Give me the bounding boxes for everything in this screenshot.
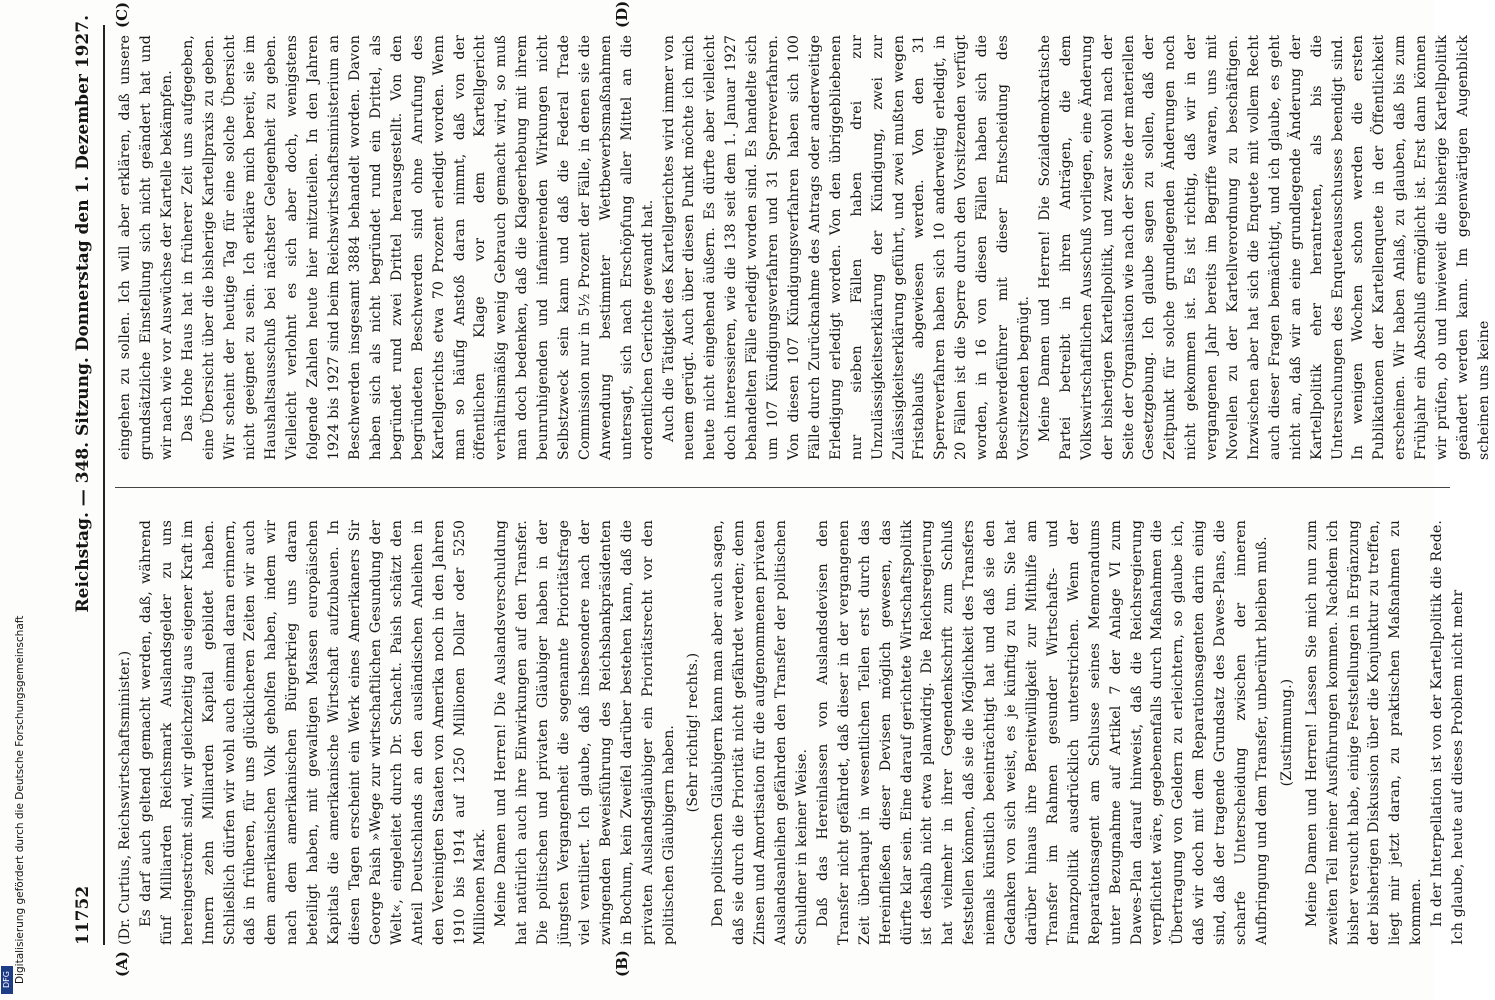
paragraph: Meine Damen und Herren! Lassen Sie mich nun zum zweiten Teil meiner Ausführungen kommen. Nachdem ich bisher versucht habe, einige Feststellungen in Ergänzung der bisherigen Diskussion über die Konjunktur zu treffen, liegt mir jetzt daran, zu praktischen Maßnahmen zu kommen.: [1303, 520, 1425, 945]
column-divider: [115, 487, 1450, 488]
page-header: [73, 15, 101, 945]
paragraph: Auch die Tätigkeit des Kartellgerichtes wird immer von neuem gerügt. Auch über diesen Punkt möchte ich mich heute nicht eingehend äußern. Es dürfte aber vielleicht doch interessieren, wie die 138 seit dem 1. Januar 1927 behandelten Fälle erledigt worden sind. Es handelte sich um 107 Kündigungsverfahren und 31 Sperreverfahren. Von diesen 107 Kündigungsverfahren haben sich 100 Fälle durch Zurücknahme des Antrags oder anderweitige Erledigung erledigt worden. Von den übriggebliebenen nur sieben Fällen haben drei zur Unzulässigkeitserklärung der Kündigung, zwei zur Zulässigkeitserklärung geführt, und zwei mußten wegen Fristablaufs abgewiesen werden. Von den 31 Sperreverfahren haben sich 10 anderweitig erledigt, in 20 Fällen ist die Sperre durch den Vorsitzenden verfügt worden, in 16 von diesen Fällen haben sich die Beschwerdeführer mit dieser Entscheidung des Vorsitzenden begnügt.: [660, 35, 1032, 460]
right-column: [115, 35, 1495, 460]
interjection: (Zustimmung.): [1278, 678, 1295, 787]
paragraph: Es darf auch geltend gemacht werden, daß, während fünf Milliarden Reichsmark Auslandsgelder zu uns hereingeströmt sind, wir gleichzeitig aus eigener Kraft im Innern zehn Milliarden Kapital gebildet haben. Schließlich dürfen wir wohl auch einmal daran erinnern, daß in früheren, für uns glücklicheren Zeiten wir auch dem amerikanischen Volk geholfen haben, indem wir nach dem amerikanischen Bürgerkrieg uns daran beteiligt haben, mit gewaltigen Massen europäischen Kapitals die amerikanische Wirtschaft aufzubauen. In diesen Tagen erscheint ein Werk eines Amerikaners Sir George Paish »Wege zur wirtschaftlichen Gesundung der Welt«, eingeleitet durch Dr. Schacht. Paish schätzt den Anteil Deutschlands an den ausländischen Anleihen in den Vereinigten Staaten von Amerika noch in den Jahren 1910 bis 1914 auf 1250 Millionen Dollar oder 5250 Millionen Mark.: [137, 520, 489, 945]
paragraph: Meine Damen und Herren! Die Sozialdemokratische Partei betreibt in ihren Anträgen, die dem Volkswirtschaftlichen Ausschuß vorliegen, eine Änderung der bisherigen Kartellpolitik, und zwar sowohl nach der Seite der Organisation wie nach der Seite der materiellen Gesetzgebung. Ich glaube sagen zu sollen, daß der Zeitpunkt für solche grundlegenden Änderungen noch nicht gekommen ist. Es ist richtig, daß wir in der vergangenen Jahr bereits im Begriffe waren, uns mit Novellen zu der Kartellverordnung zu beschäftigen. Inzwischen aber hat sich die Enquete mit vollem Recht auch dieser Fragen bemächtigt, und ich glaube, es geht nicht an, daß wir an eine grundlegende Änderung der Kartellpolitik eher herantreten, als bis die Untersuchungen des Enqueteausschusses beendigt sind. In wenigen Wochen schon werden die ersten Publikationen der Kartellenquete in der Öffentlichkeit erscheinen. Wir haben Anlaß, zu glauben, daß bis zum Frühjahr ein Abschluß ermöglicht ist. Erst dann können wir prüfen, ob und inwieweit die bisherige Kartellpolitik geändert werden kann. Im gegenwärtigen Augenblick scheinen uns keine: [1036, 35, 1492, 460]
page-number: 11752: [73, 885, 93, 945]
margin-letter-b: (B): [613, 950, 631, 977]
credit-text: Digitalisierung gefördert durch die Deutsche Forschungsgemeinschaft: [14, 615, 26, 984]
running-title: Reichstag. — 348. Sitzung. Donnerstag den 1. Dezember 1927.: [73, 15, 93, 613]
header-rule: [103, 25, 105, 945]
margin-letter-d: (D): [613, 0, 631, 28]
dfg-logo: DFG: [1, 966, 13, 994]
paragraph: Meine Damen und Herren! Die Auslandsverschuldung hat natürlich auch ihre Einwirkungen auf den Transfer. Die politischen und privaten Gläubiger haben in der jüngsten Vergangenheit die sogenannte Prioritätsfrage viel ventiliert. Ich glaube, daß insbesondere nach der zwingenden Beweisführung des Reichsbankpräsidenten in Bochum, kein Zweifel darüber bestehen kann, daß die privaten Auslandsgläubiger ein Prioritätsrecht vor den politischen Gläubigern haben.: [493, 520, 677, 945]
paragraph: Daß das Hereinlassen von Auslandsdevisen den Transfer nicht gefährdet, daß dieser in der vergangenen Zeit überhaupt in wesentlichen Teilen erst durch das Hereinfließen dieser Devisen möglich gewesen, das dürfte klar sein. Eine darauf gerichtete Wirtschaftspolitik ist deshalb nicht etwa planwidrig. Die Reichsregierung hat vielmehr in ihrer Gegendenkschrift zum Schluß feststellen können, daß sie die Möglichkeit des Transfers niemals künstlich beeinträchtigt hat und daß sie den Gedanken von sich weist, es je künftig zu tun. Sie hat darüber hinaus ihre Bereitwilligkeit zur Mithilfe am Transfer im Rahmen gesunder Wirtschafts- und Finanzpolitik ausdrücklich unterstrichen. Wenn der Reparationsagent am Schlusse seines Memorandums unter Bezugnahme auf Artikel 7 der Anlage VI zum Dawes-Plan darauf hinweist, daß die Reichsregierung verpflichtet wäre, gegebenenfalls durch Maßnahmen die Übertragung von Geldern zu erleichtern, so glaube ich, daß wir doch mit dem Reparationsagenten darin einig sind, daß der tragende Grundsatz des Dawes-Plans, die scharfe Unterscheidung zwischen der inneren Aufbringung und dem Transfer, unberührt bleiben muß.: [814, 520, 1270, 945]
digitization-credit: [2, 4, 26, 996]
paragraph: eingehen zu sollen. Ich will aber erklären, daß unsere grundsätzliche Einstellung sich nicht geändert hat und wir nach wie vor Auswüchse der Kartelle bekämpfen.: [117, 35, 175, 460]
margin-letter-a: (A): [113, 951, 131, 977]
paragraph: Das Hohe Haus hat in früherer Zeit uns aufgegeben, eine Übersicht über die bisherige Kartellpraxis zu geben. Wir scheint der heutige Tag für eine solche Übersicht nicht geeignet zu sein. Ich erkläre mich bereit, sie im Haushaltsausschuß bei nächster Gelegenheit zu geben. Vielleicht verlohnt es sich aber doch, wenigstens folgende Zahlen heute hier mitzuteilen. In den Jahren 1924 bis 1927 sind beim Reichswirtschaftsministerium an Beschwerden insgesamt 3884 behandelt worden. Davon haben sich als nicht begründet rund ein Drittel, als begründet rund zwei Drittel herausgestellt. Von den begründeten Beschwerden sind ohne Anrufung des Kartellgerichts etwa 70 Prozent erledigt worden. Wenn man so häufig Anstoß daran nimmt, daß von der öffentlichen Klage vor dem Kartellgericht verhältnismäßig wenig Gebrauch gemacht wird, so muß man doch bedenken, daß die Klageerhebung mit ihrem beunruhigenden und infamierenden Wirkungen nicht Selbstzweck sein kann und daß die Federal Trade Commission nur in 5½ Prozent der Fälle, in denen sie die Anwendung bestimmter Wettbewerbsmaßnahmen untersagt, sich nach Erschöpfung aller Mittel an die ordentlichen Gerichte gewandt hat.: [179, 35, 656, 460]
paragraph: In der Interpellation ist von der Kartellpolitik die Rede. Ich glaube, heute auf dieses Problem nicht mehr: [1429, 520, 1467, 945]
left-column: [115, 520, 1469, 945]
rotated-document-page: [73, 0, 1492, 977]
speaker-line: (Dr. Curtius, Reichswirtschaftsminister.): [117, 650, 133, 945]
margin-letter-c: (C): [113, 1, 131, 28]
paragraph: Den politischen Gläubigern kann man aber auch sagen, daß sie durch die Priorität nicht gefährdet werden; denn Zinsen und Amortisation für die aufgenommenen privaten Auslandsanleihen gefährden den Transfer der politischen Schuldner in keiner Weise.: [710, 520, 810, 945]
interjection: (Sehr richtig! rechts.): [685, 652, 702, 813]
